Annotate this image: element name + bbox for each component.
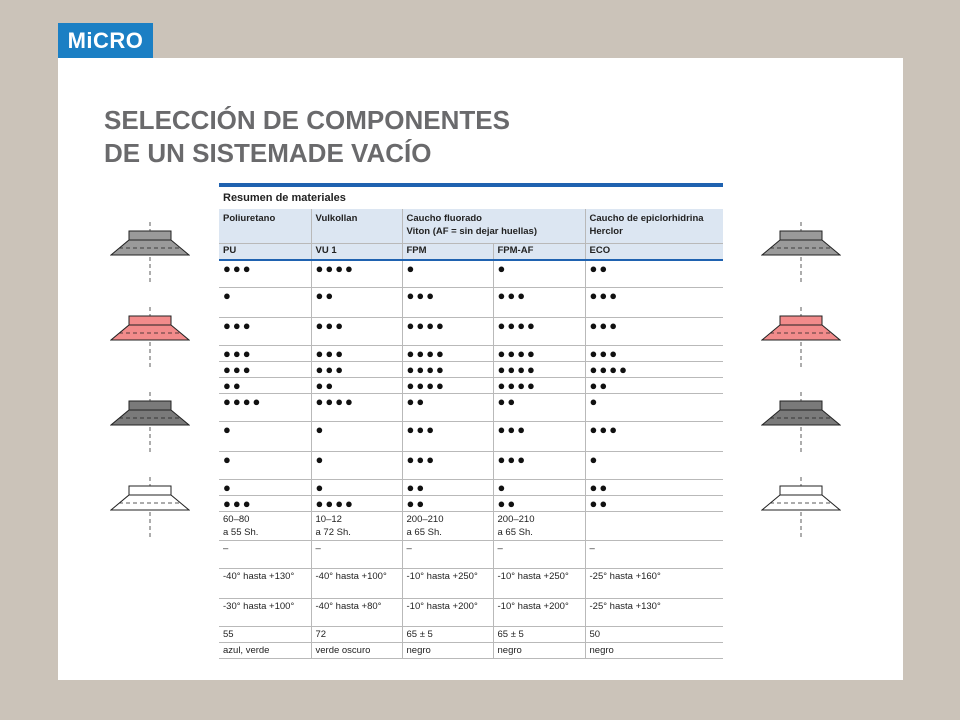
- title-line-1: SELECCIÓN DE COMPONENTES: [104, 105, 510, 135]
- rating-cell: ●: [493, 480, 585, 496]
- rating-cell: ●●: [402, 394, 493, 422]
- suction-cup-gray-icon: [761, 222, 841, 282]
- rating-cell: ●: [402, 260, 493, 288]
- rating-cell: ●: [311, 452, 402, 480]
- value-cell: 55: [219, 627, 311, 643]
- rating-cell: ●●●: [219, 260, 311, 288]
- header-cell: Caucho de epiclorhidrina Herclor: [585, 209, 723, 243]
- header-row: [219, 209, 723, 243]
- suction-cup-red-icon: [110, 307, 190, 367]
- value-cell: –: [219, 541, 311, 569]
- rating-cell: ●: [219, 480, 311, 496]
- rating-cell: ●●●: [219, 496, 311, 512]
- rating-cell: ●●●: [311, 346, 402, 362]
- rating-cell: ●●: [493, 496, 585, 512]
- value-row: [219, 569, 723, 599]
- rating-cell: ●●: [585, 260, 723, 288]
- rating-cell: ●●: [402, 496, 493, 512]
- rating-cell: ●●●: [219, 318, 311, 346]
- suction-cup-dark-icon: [761, 392, 841, 452]
- rating-cell: ●●●: [311, 362, 402, 378]
- value-cell: –: [585, 541, 723, 569]
- brand-logo: MiCRO: [58, 23, 153, 59]
- rating-row: [219, 480, 723, 496]
- rating-cell: ●●: [219, 378, 311, 394]
- rating-cell: ●●●: [493, 288, 585, 318]
- value-cell: 65 ± 5: [493, 627, 585, 643]
- rating-cell: ●●●●: [402, 318, 493, 346]
- page-title: [104, 104, 510, 170]
- suction-cup-red-icon: [761, 307, 841, 367]
- abbrev-cell: VU 1: [311, 243, 402, 260]
- rating-cell: ●●: [585, 378, 723, 394]
- rating-cell: ●●●: [585, 318, 723, 346]
- value-row: [219, 541, 723, 569]
- value-cell: -10° hasta +250°: [402, 569, 493, 599]
- value-cell: 65 ± 5: [402, 627, 493, 643]
- value-cell: negro: [493, 643, 585, 659]
- rating-cell: ●●●●: [493, 378, 585, 394]
- value-cell: 50: [585, 627, 723, 643]
- table-title: Resumen de materiales: [223, 192, 346, 204]
- rating-cell: ●: [585, 394, 723, 422]
- value-cell: 72: [311, 627, 402, 643]
- rating-row: [219, 394, 723, 422]
- value-cell: 200–210 a 65 Sh.: [493, 512, 585, 541]
- rating-cell: ●●●●: [493, 362, 585, 378]
- value-cell: -25° hasta +160°: [585, 569, 723, 599]
- rating-cell: ●●●: [585, 422, 723, 452]
- rating-cell: ●●●●: [585, 362, 723, 378]
- rating-cell: ●●●●: [311, 260, 402, 288]
- value-cell: -30° hasta +100°: [219, 599, 311, 627]
- value-cell: 200–210 a 65 Sh.: [402, 512, 493, 541]
- value-cell: –: [311, 541, 402, 569]
- rating-cell: ●●: [311, 288, 402, 318]
- rating-row: [219, 318, 723, 346]
- abbrev-cell: FPM: [402, 243, 493, 260]
- value-cell: -25° hasta +130°: [585, 599, 723, 627]
- header-cell: Vulkollan: [311, 209, 402, 243]
- rating-cell: ●●●●: [402, 378, 493, 394]
- rating-cell: ●●: [585, 496, 723, 512]
- rating-row: [219, 346, 723, 362]
- suction-cup-white-icon: [110, 477, 190, 537]
- rating-row: [219, 452, 723, 480]
- suction-cup-gray-icon: [110, 222, 190, 282]
- value-row: [219, 512, 723, 541]
- rating-cell: ●●: [493, 394, 585, 422]
- rating-cell: ●●●●: [402, 362, 493, 378]
- value-cell: -40° hasta +130°: [219, 569, 311, 599]
- rating-cell: ●●●: [402, 288, 493, 318]
- rating-cell: ●●: [402, 480, 493, 496]
- rating-cell: ●●●: [402, 452, 493, 480]
- value-cell: negro: [402, 643, 493, 659]
- value-cell: -40° hasta +100°: [311, 569, 402, 599]
- rating-cell: ●: [311, 480, 402, 496]
- rating-cell: ●●●●: [493, 318, 585, 346]
- header-cell: Poliuretano: [219, 209, 311, 243]
- rating-cell: ●: [585, 452, 723, 480]
- value-cell: -10° hasta +250°: [493, 569, 585, 599]
- value-row: [219, 627, 723, 643]
- abbrev-cell: PU: [219, 243, 311, 260]
- rating-row: [219, 260, 723, 288]
- value-cell: -10° hasta +200°: [493, 599, 585, 627]
- rating-cell: ●●●: [219, 362, 311, 378]
- rating-row: [219, 288, 723, 318]
- abbrev-cell: ECO: [585, 243, 723, 260]
- value-cell: -40° hasta +80°: [311, 599, 402, 627]
- rating-cell: ●: [311, 422, 402, 452]
- value-cell: 60–80 a 55 Sh.: [219, 512, 311, 541]
- materials-table: [219, 209, 723, 659]
- rating-row: [219, 362, 723, 378]
- value-cell: [585, 512, 723, 541]
- value-row: [219, 643, 723, 659]
- rating-cell: ●●●: [585, 288, 723, 318]
- abbrev-row: [219, 243, 723, 260]
- rating-cell: ●●●●: [311, 394, 402, 422]
- value-cell: azul, verde: [219, 643, 311, 659]
- value-cell: verde oscuro: [311, 643, 402, 659]
- rating-cell: ●: [219, 422, 311, 452]
- rating-cell: ●●●: [493, 422, 585, 452]
- rating-cell: ●●●●: [219, 394, 311, 422]
- rating-cell: ●●●●: [493, 346, 585, 362]
- rating-cell: ●●: [311, 378, 402, 394]
- rating-cell: ●: [493, 260, 585, 288]
- rating-row: [219, 496, 723, 512]
- rating-row: [219, 378, 723, 394]
- rating-cell: ●●●: [493, 452, 585, 480]
- value-cell: negro: [585, 643, 723, 659]
- value-cell: -10° hasta +200°: [402, 599, 493, 627]
- rating-cell: ●●●●: [402, 346, 493, 362]
- abbrev-cell: FPM-AF: [493, 243, 585, 260]
- rating-row: [219, 422, 723, 452]
- header-cell: Caucho fluorado Viton (AF = sin dejar huellas): [402, 209, 585, 243]
- rating-cell: ●: [219, 288, 311, 318]
- title-line-2: DE UN SISTEMADE VACÍO: [104, 138, 432, 168]
- value-row: [219, 599, 723, 627]
- rating-cell: ●●●: [585, 346, 723, 362]
- value-cell: –: [402, 541, 493, 569]
- suction-cup-white-icon: [761, 477, 841, 537]
- suction-cup-dark-icon: [110, 392, 190, 452]
- rating-cell: ●: [219, 452, 311, 480]
- rating-cell: ●●●●: [311, 496, 402, 512]
- value-cell: 10–12 a 72 Sh.: [311, 512, 402, 541]
- materials-summary: [219, 183, 723, 659]
- rating-cell: ●●: [585, 480, 723, 496]
- rating-cell: ●●●: [402, 422, 493, 452]
- rating-cell: ●●●: [219, 346, 311, 362]
- rating-cell: ●●●: [311, 318, 402, 346]
- value-cell: –: [493, 541, 585, 569]
